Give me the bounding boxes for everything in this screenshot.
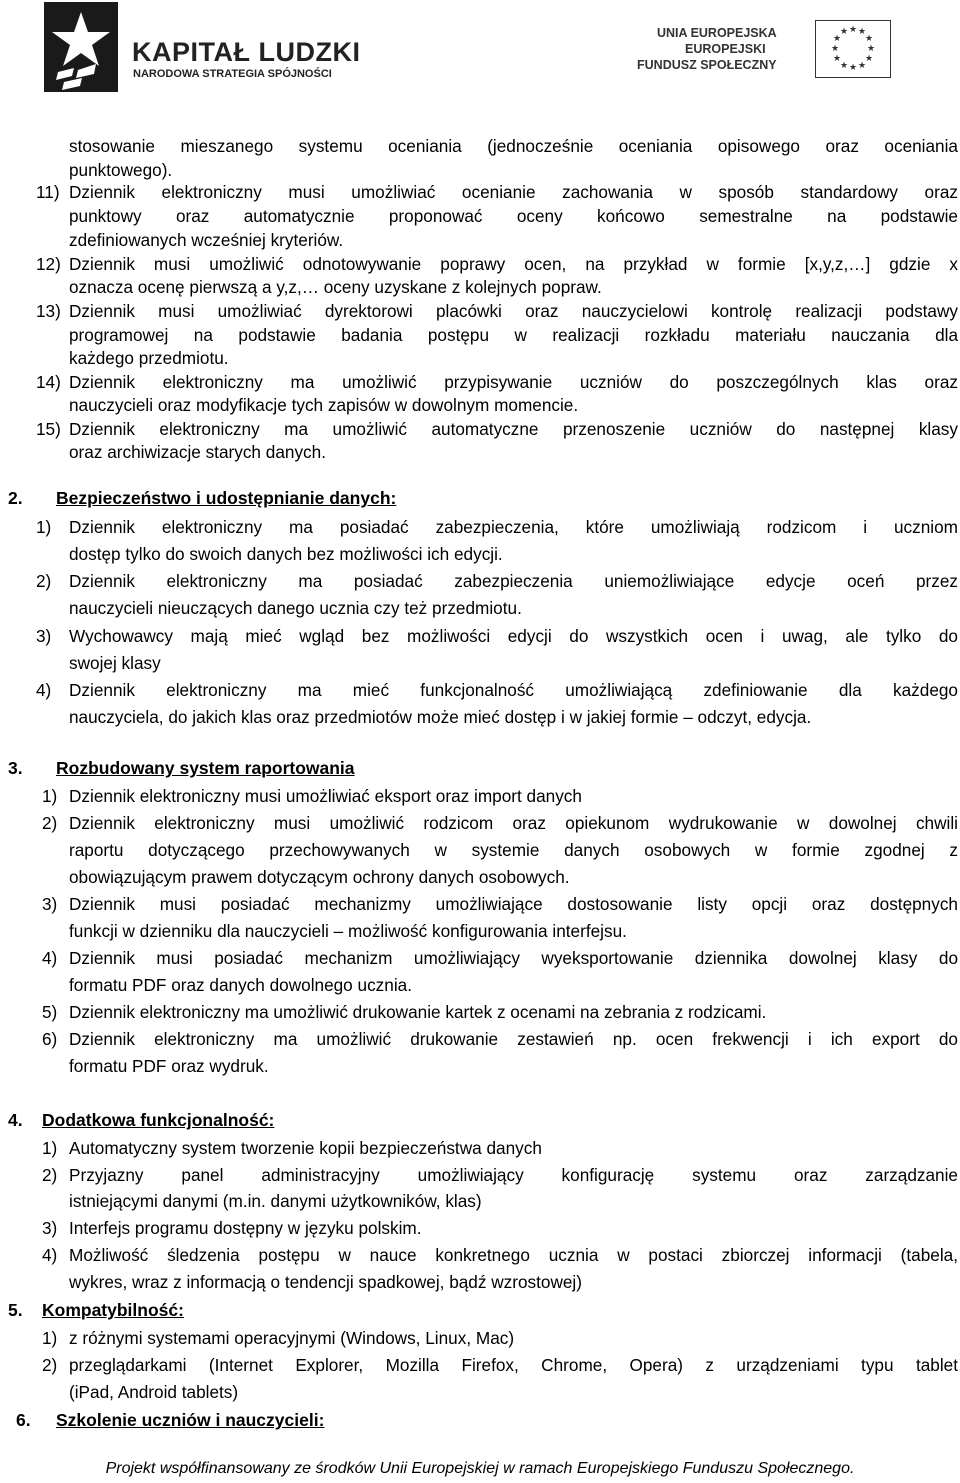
list-item-line: Możliwość śledzenia postępu w nauce konkretnego ucznia w postaci zbiorczej informacji (tabela, [69, 1245, 958, 1265]
list-item-line: Dziennik elektroniczny ma posiadać zabezpieczenia, które umożliwiają rodzicom i uczniom [69, 517, 958, 537]
list-item-line: Dziennik musi umożliwić odnotowywanie poprawy ocen, na przykład w formie [x,y,z,…] gdzie x [69, 254, 958, 274]
list-item-number: 11) [36, 182, 60, 202]
list-item-number: 4) [42, 1245, 58, 1265]
list-item-number: 1) [42, 786, 58, 806]
list-item-line: z różnymi systemami operacyjnymi (Windows, Linux, Mac) [69, 1328, 515, 1348]
list-item-line: Dziennik musi posiadać mechanizm umożliwiający wyeksportowanie dziennika dowolnej klasy do [69, 948, 958, 968]
list-item-line: każdego przedmiotu. [69, 348, 229, 368]
svg-text:★: ★ [866, 44, 876, 54]
list-item-line: istniejącymi danymi (m.in. danymi użytkowników, klas) [69, 1191, 482, 1211]
svg-text:★: ★ [832, 54, 842, 64]
list-item-line: raportu dotyczącego przechowywanych w systemie danych osobowych w formie zgodnej z [69, 840, 958, 860]
section-number: 2. [8, 488, 23, 508]
list-item-line: Dziennik elektroniczny ma mieć funkcjonalność umożliwiającą zdefiniowanie dla każdego [69, 680, 958, 700]
intro-line: punktowego). [69, 160, 173, 180]
list-item-line: Dziennik elektroniczny musi umożliwiać eksport oraz import danych [69, 786, 582, 806]
list-item-line: oznacza ocenę pierwszą a y,z,… oceny uzyskane z kolejnych popraw. [69, 277, 602, 297]
list-item-line: Dziennik elektroniczny ma umożliwić drukowanie zestawień np. ocen frekwencji i ich export do [69, 1029, 958, 1049]
section-title: Kompatybilność: [42, 1300, 184, 1320]
list-item-number: 4) [36, 680, 52, 700]
list-item-line: formatu PDF oraz danych dowolnego ucznia. [69, 975, 412, 995]
list-item-line: Dziennik elektroniczny ma posiadać zabezpieczenia uniemożliwiające edycje oceń przez [69, 571, 958, 591]
kapital-ludzki-emblem-icon [44, 2, 124, 92]
svg-text:★: ★ [832, 34, 842, 44]
list-item-number: 3) [36, 626, 52, 646]
section-title: Dodatkowa funkcjonalność: [42, 1110, 275, 1130]
svg-text:★: ★ [848, 63, 858, 73]
eu-logo-line3: FUNDUSZ SPOŁECZNY [637, 58, 777, 72]
list-item-number: 2) [42, 1355, 58, 1375]
list-item-number: 1) [36, 517, 52, 537]
page-footer: Projekt współfinansowany ze środków Unii Europejskiej w ramach Europejskiego Funduszu Społecznego. [105, 1460, 855, 1477]
svg-text:★: ★ [830, 44, 840, 54]
section-number: 5. [8, 1300, 23, 1320]
list-item-number: 2) [42, 813, 58, 833]
list-item-line: Interfejs programu dostępny w języku polskim. [69, 1218, 422, 1238]
list-item-number: 2) [36, 571, 52, 591]
kapital-ludzki-subtitle: NARODOWA STRATEGIA SPÓJNOŚCI [133, 68, 332, 80]
eu-flag-icon [815, 20, 891, 78]
list-item-line: nauczycieli nieuczących danego ucznia czy też przedmiotu. [69, 598, 522, 618]
section-title: Bezpieczeństwo i udostępnianie danych: [56, 488, 397, 508]
eu-logo-line2: EUROPEJSKI [685, 42, 766, 56]
intro-line: stosowanie mieszanego systemu oceniania (jednocześnie oceniania opisowego oraz oceniania [69, 136, 958, 156]
eu-logo-line1: UNIA EUROPEJSKA [657, 26, 777, 40]
list-item-number: 3) [42, 1218, 58, 1238]
list-item-line: (iPad, Android tablets) [69, 1382, 239, 1402]
svg-text:★: ★ [857, 61, 867, 71]
list-item-line: Dziennik elektroniczny ma umożliwić automatyczne przenoszenie uczniów do następnej klasy [69, 419, 958, 439]
section-title: Szkolenie uczniów i nauczycieli: [56, 1410, 325, 1430]
list-item-line: Dziennik elektroniczny ma umożliwić przypisywanie uczniów do poszczególnych klas oraz [69, 372, 958, 392]
list-item-line: Dziennik musi posiadać mechanizmy umożliwiające dostosowanie listy opcji oraz dostępnych [69, 894, 958, 914]
list-item-line: punktowy oraz automatycznie proponować oceny końcowo semestralne na podstawie [69, 206, 958, 226]
list-item-number: 12) [36, 254, 61, 274]
list-item-number: 1) [42, 1328, 58, 1348]
svg-text:★: ★ [864, 54, 874, 64]
svg-text:★: ★ [857, 27, 867, 37]
list-item-line: dostęp tylko do swoich danych bez możliwości ich edycji. [69, 544, 503, 564]
list-item-number: 2) [42, 1165, 58, 1185]
list-item-line: Wychowawcy mają mieć wgląd bez możliwości edycji do wszystkich ocen i uwag, ale tylko do [69, 626, 958, 646]
list-item-line: nauczyciela, do jakich klas oraz przedmiotów może mieć dostęp i w jakiej formie – odczyt, edycja. [69, 707, 812, 727]
list-item-line: Dziennik elektroniczny ma umożliwić drukowanie kartek z ocenami na zebrania z rodzicami. [69, 1002, 767, 1022]
list-item-number: 4) [42, 948, 58, 968]
list-item-number: 1) [42, 1138, 58, 1158]
eu-logo [635, 18, 915, 98]
list-item-line: swojej klasy [69, 653, 161, 673]
list-item-number: 3) [42, 894, 58, 914]
list-item-line: nauczycieli oraz modyfikacje tych zapisów w dowolnym momencie. [69, 395, 579, 415]
list-item-number: 5) [42, 1002, 58, 1022]
list-item-line: wykres, wraz z informacją o tendencji spadkowej, bądź wzrostowej) [69, 1272, 582, 1292]
kapital-ludzki-logo [44, 2, 364, 94]
list-item-line: Dziennik elektroniczny musi umożliwić rodzicom oraz opiekunom wydrukowanie w dowolnej chwili [69, 813, 958, 833]
svg-text:★: ★ [848, 25, 858, 35]
list-item-number: 14) [36, 372, 61, 392]
list-item-line: zdefiniowanych wcześniej kryteriów. [69, 230, 344, 250]
list-item-line: formatu PDF oraz wydruk. [69, 1056, 269, 1076]
svg-text:★: ★ [839, 27, 849, 37]
list-item-line: programowej na podstawie badania postępu w realizacji rozkładu materiału nauczania dla [69, 325, 958, 345]
section-number: 4. [8, 1110, 23, 1130]
list-item-line: Dziennik musi umożliwiać dyrektorowi placówki oraz nauczycielowi kontrolę realizacji podstawy [69, 301, 958, 321]
list-item-line: obowiązującym prawem dotyczącym ochrony danych osobowych. [69, 867, 570, 887]
list-item-line: przeglądarkami (Internet Explorer, Mozilla Firefox, Chrome, Opera) z urządzeniami typu tablet [69, 1355, 958, 1375]
section-number: 3. [8, 758, 23, 778]
kapital-ludzki-title: KAPITAŁ LUDZKI [132, 37, 361, 67]
section-number: 6. [16, 1410, 31, 1430]
section-title: Rozbudowany system raportowania [56, 758, 355, 778]
list-item-line: Dziennik elektroniczny musi umożliwiać ocenianie zachowania w sposób standardowy oraz [69, 182, 958, 202]
list-item-line: Automatyczny system tworzenie kopii bezpieczeństwa danych [69, 1138, 542, 1158]
list-item-line: oraz archiwizacje starych danych. [69, 442, 326, 462]
list-item-number: 15) [36, 419, 61, 439]
list-item-line: funkcji w dzienniku dla nauczycieli – możliwość konfigurowania interfejsu. [69, 921, 627, 941]
list-item-number: 13) [36, 301, 61, 321]
svg-text:★: ★ [864, 34, 874, 44]
list-item-line: Przyjazny panel administracyjny umożliwiający konfigurację systemu oraz zarządzanie [69, 1165, 958, 1185]
list-item-number: 6) [42, 1029, 58, 1049]
svg-text:★: ★ [839, 61, 849, 71]
